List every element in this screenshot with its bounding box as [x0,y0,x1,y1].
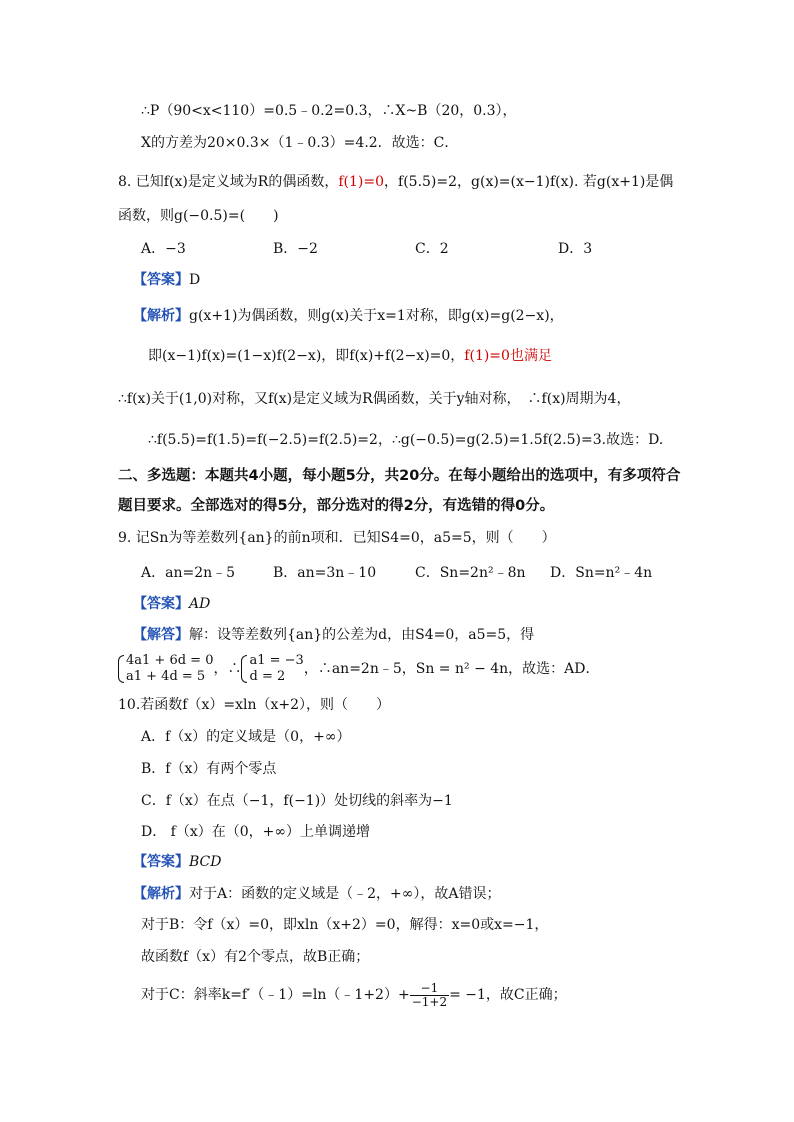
text: 8. 已知f(x)是定义域为R的偶函数， [118,174,339,190]
answer-line [133,852,221,872]
answer-line [133,270,200,290]
solution-tag: 【解答】 [133,627,189,643]
section-heading: 题目要求。全部选对的得5分，部分选对的得2分，有选错的得0分。 [118,498,555,514]
equation: a1 + 4d = 5 [126,669,206,684]
fraction-numerator: −1 [410,982,449,996]
text: ，∴an=2n﹣5，Sn = n² − 4n，故选：AD． [303,661,600,677]
fraction [410,982,449,1009]
text: g(x+1)为偶函数，则g(x)关于x=1对称，即g(x)=g(2−x)， [189,308,564,324]
highlight-text: f(1)=0 [338,174,385,190]
analysis-line [133,884,501,904]
text: 即(x−1)f(x)=(1−x)f(2−x)，即f(x)+f(2−x)=0， [148,348,465,364]
option-d: D．3 [558,241,593,257]
text-line: 对于B：令f（x）=0，即xln（x+2）=0，解得：x=0或x=−1， [141,917,549,933]
text-line: ∴f(x)关于(1,0)对称，又f(x)是定义域为R偶函数，关于y轴对称， ∴f(x)周期为4， [118,391,631,407]
equation: 4a1 + 6d = 0 [126,653,214,668]
option-d: D．Sn=n²﹣4n [550,565,653,581]
option-c: C．Sn=2n²﹣8n [415,565,526,581]
option-a: A．an=2n﹣5 [141,565,236,581]
text-line: 函数，则g(−0.5)=( ) [118,208,279,224]
analysis-line [141,980,567,1010]
question-10: 10.若函数f（x）=xln（x+2），则（ ） [118,697,390,713]
question-8 [118,172,673,192]
analysis-line [133,306,564,326]
text: 对于C：斜率k=f′（﹣1）=ln（﹣1+2）+ [141,987,410,1003]
answer-value: D [189,272,201,288]
option-b: B．f（x）有两个零点 [141,761,277,777]
text: 对于A：函数的定义域是（﹣2，+∞），故A错误； [189,886,501,902]
answer-value: AD [189,596,211,612]
text: = −1，故C正确； [449,987,567,1003]
equation-system [118,653,213,685]
solution-line [133,625,534,645]
text-line: 故函数f（x）有2个零点，故B正确； [141,949,370,965]
option-b: B．an=3n﹣10 [273,565,377,581]
text-line: ∴P（90<x<110）=0.5﹣0.2=0.3，∴X~B（20，0.3）， [141,103,517,119]
analysis-tag: 【解析】 [133,308,189,324]
answer-tag: 【答案】 [133,596,189,612]
option-a: A．f（x）的定义域是（0，+∞） [141,729,351,745]
fraction-denominator: −1+2 [411,994,448,1009]
answer-tag: 【答案】 [133,854,189,870]
text-line: ∴f(5.5)=f(1.5)=f(−2.5)=f(2.5)=2，∴g(−0.5)=g(2.5)=1.5f(2.5)=3.故选：D. [148,432,664,448]
equation-system [241,653,303,685]
section-heading: 二、多选题：本题共4小题，每小题5分，共20分。在每小题给出的选项中，有多项符合 [118,468,681,484]
text-line: X的方差为20×0.3×（1﹣0.3）=4.2．故选：C． [141,135,459,151]
answer-value: BCD [189,854,222,870]
text: ，∴ [213,661,242,677]
option-c: C．f（x）在点（−1，f(−1)）处切线的斜率为−1 [141,793,453,809]
analysis-tag: 【解析】 [133,886,189,902]
option-d: D． f（x）在（0，+∞）上单调递增 [141,824,371,840]
question-9: 9. 记Sn为等差数列{an}的前n项和．已知S4=0，a5=5，则（ ） [118,530,556,546]
option-c: C．2 [415,241,449,257]
equation: d = 2 [249,669,286,684]
option-a: A．−3 [141,241,186,257]
text: 解：设等差数列{an}的公差为d，由S4=0，a5=5，得 [189,627,535,643]
analysis-line [148,346,552,366]
option-b: B．−2 [273,241,318,257]
answer-tag: 【答案】 [133,272,189,288]
highlight-text: f(1)=0也满足 [464,348,552,364]
equation-line [118,652,600,686]
text: ，f(5.5)=2，g(x)=(x−1)f(x). 若g(x+1)是偶 [384,174,674,190]
answer-line [133,594,210,614]
equation: a1 = −3 [249,653,304,668]
